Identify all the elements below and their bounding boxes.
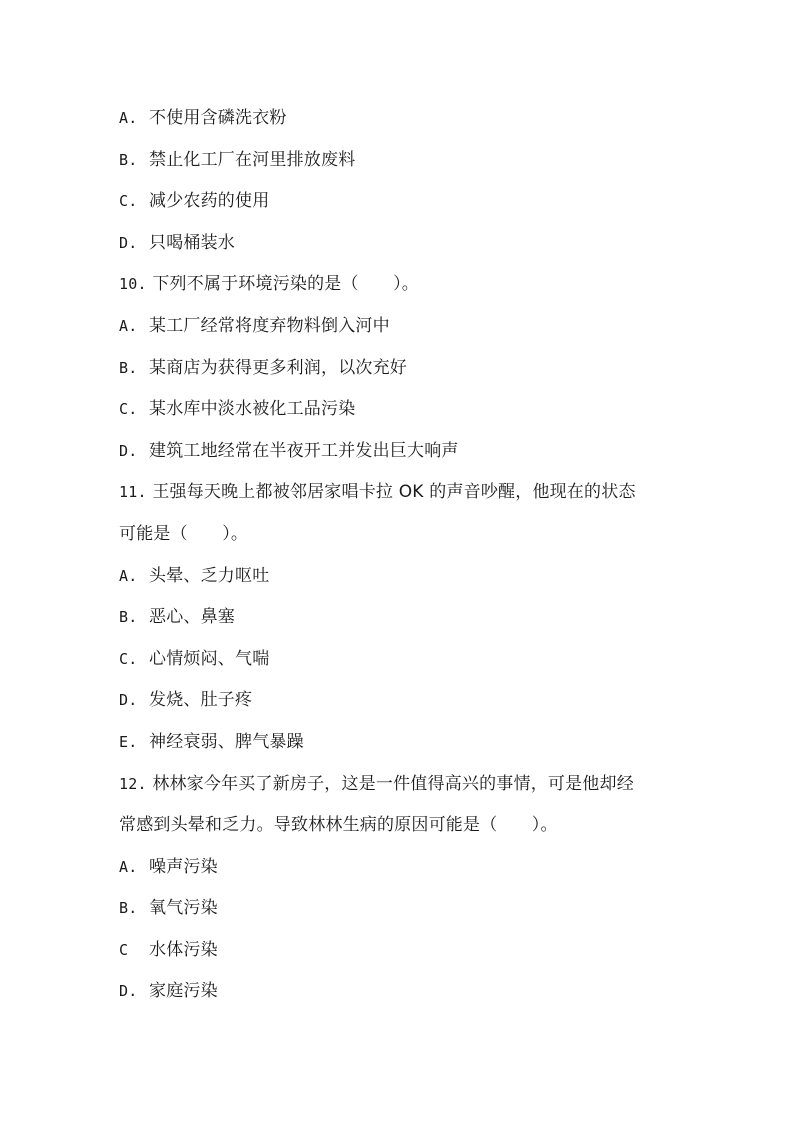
option-label: E. [119, 732, 138, 751]
document-content [119, 102, 699, 1017]
option-text: 心情烦闷、气喘 [149, 648, 270, 669]
option-label: C. [119, 192, 138, 211]
option-line [119, 892, 699, 934]
question-text: 王强每天晚上都被邻居家唱卡拉 OK 的声音吵醒，他现在的状态 [152, 482, 636, 503]
option-text: 水体污染 [149, 939, 218, 960]
question-text: 下列不属于环境污染的是（ ）。 [152, 274, 420, 295]
option-line [119, 435, 699, 477]
option-text: 减少农药的使用 [149, 191, 270, 212]
option-text: 某水库中淡水被化工品污染 [149, 399, 356, 420]
option-label: D. [119, 982, 138, 1001]
option-label: B. [119, 150, 138, 169]
question-text: 常感到头晕和乏力。导致林林生病的原因可能是（ ）。 [119, 815, 558, 836]
question-line-continued [119, 518, 699, 560]
question-text: 林林家今年买了新房子，这是一件值得高兴的事情，可是他却经 [152, 773, 634, 794]
option-line [119, 144, 699, 186]
option-line [119, 102, 699, 144]
option-label: A. [119, 857, 138, 876]
option-line [119, 975, 699, 1017]
option-text: 禁止化工厂在河里排放废料 [149, 149, 356, 170]
option-label: D. [119, 691, 138, 710]
option-text: 头晕、乏力呕吐 [149, 565, 270, 586]
option-label: B. [119, 608, 138, 627]
option-text: 发烧、肚子疼 [149, 690, 253, 711]
option-line [119, 185, 699, 227]
option-text: 建筑工地经常在半夜开工并发出巨大响声 [149, 440, 459, 461]
option-label: C. [119, 400, 138, 419]
option-label: A. [119, 566, 138, 585]
option-label: B. [119, 899, 138, 918]
question-text: 可能是（ ）。 [119, 523, 249, 544]
option-line [119, 934, 699, 976]
option-label: C [119, 940, 129, 959]
option-label: D. [119, 233, 138, 252]
option-text: 某工厂经常将度弃物料倒入河中 [149, 315, 390, 336]
option-label: B. [119, 358, 138, 377]
question-line [119, 476, 699, 518]
question-number: 10. [119, 275, 147, 294]
option-text: 恶心、鼻塞 [149, 607, 235, 628]
option-line [119, 726, 699, 768]
question-number: 12. [119, 774, 147, 793]
option-line [119, 352, 699, 394]
option-line [119, 601, 699, 643]
question-line [119, 768, 699, 810]
option-label: A. [119, 316, 138, 335]
option-label: A. [119, 109, 138, 127]
option-line [119, 393, 699, 435]
option-line [119, 310, 699, 352]
option-line [119, 560, 699, 602]
option-label: D. [119, 441, 138, 460]
option-line [119, 684, 699, 726]
option-text: 只喝桶装水 [149, 232, 235, 253]
option-text: 神经衰弱、脾气暴躁 [149, 731, 304, 752]
option-line [119, 643, 699, 685]
option-line [119, 851, 699, 893]
option-text: 氧气污染 [149, 898, 218, 919]
option-text: 噪声污染 [149, 856, 218, 877]
option-line [119, 227, 699, 269]
option-text: 某商店为获得更多利润，以次充好 [149, 357, 407, 378]
question-number: 11. [119, 483, 147, 502]
option-text: 不使用含磷洗衣粉 [149, 108, 287, 128]
question-line-continued [119, 809, 699, 851]
option-label: C. [119, 649, 138, 668]
option-text: 家庭污染 [149, 981, 218, 1002]
question-line [119, 268, 699, 310]
